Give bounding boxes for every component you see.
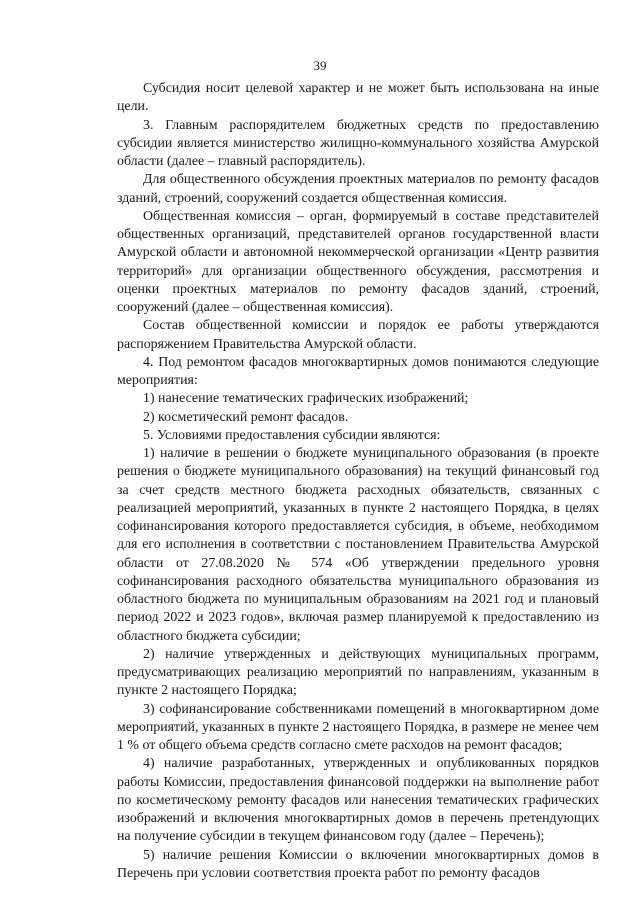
document-body	[117, 80, 599, 883]
paragraph: Для общественного обсуждения проектных материалов по ремонту фасадов зданий, строений, сооружений создается общественная комиссия.	[117, 172, 599, 206]
paragraph: Общественная комиссия – орган, формируемый в составе представителей общественных организаций, представителей органов государственной власти Амурской области и автономной некоммерческой организации «Центр развития территорий» для организации общественного обсуждения, рассмотрения и оценки проектных материалов по ремонту фасадов зданий, строений, сооружений (далее – общественная комиссия).	[117, 208, 599, 315]
list-item: 2) наличие утвержденных и действующих муниципальных программ, предусматривающих реализацию мероприятий по направлениям, указанным в пункте 2 настоящего Порядка;	[117, 646, 599, 699]
list-item: 5) наличие решения Комиссии о включении многоквартирных домов в Перечень при условии соответствия проекта работ по ремонту фасадов	[117, 847, 599, 881]
paragraph: Субсидия носит целевой характер и не может быть использована на иные цели.	[117, 81, 599, 115]
list-item: 3) софинансирование собственниками помещений в многоквартирном доме мероприятий, указанных в пункте 2 настоящего Порядка, в размере не менее чем 1 % от общего объема средств согласно смете расходов на ремонт фасадов;	[117, 701, 599, 753]
paragraph: Состав общественной комиссии и порядок ее работы утверждаются распоряжением Правительства Амурской области.	[117, 318, 599, 352]
list-item: 2) косметический ремонт фасадов.	[143, 409, 349, 425]
paragraph: 5. Условиями предоставления субсидии являются:	[143, 427, 441, 443]
paragraph: 3. Главным распорядителем бюджетных средств по предоставлению субсидии является министерство жилищно-коммунального хозяйства Амурской области (далее – главный распорядитель).	[117, 117, 599, 169]
page-number: 39	[313, 58, 327, 73]
list-item: 1) нанесение тематических графических изображений;	[143, 391, 469, 407]
list-item: 4) наличие разработанных, утвержденных и опубликованных порядков работы Комиссии, предоставления финансовой поддержки на выполнение работ по косметическому ремонту фасадов или нанесения тематических графических изображений и включения многоквартирных домов в перечень претендующих на получение субсидии в текущем финансовом году (далее – Перечень);	[117, 756, 599, 845]
list-item: 1) наличие в решении о бюджете муниципального образования (в проекте решения о бюджете муниципального образования) на текущий финансовый год за счет средств местного бюджета расходных обязательств, связанных с реализацией мероприятий, указанных в пункте 2 настоящего Порядка, в целях софинансирования которого предоставляется субсидия, в объеме, необходимом для его исполнения в соответствии с постановлением Правительства Амурской области от 27.08.2020 № 574 «Об утверждении предельного уровня софинансирования расходного обязательства муниципального образования из областного бюджета по муниципальным образованиям на 2021 год и плановый период 2022 и 2023 годов», включая размер планируемой к предоставлению из областного бюджета субсидии;	[117, 446, 599, 644]
paragraph: 4. Под ремонтом фасадов многоквартирных домов понимаются следующие мероприятия:	[117, 354, 599, 388]
